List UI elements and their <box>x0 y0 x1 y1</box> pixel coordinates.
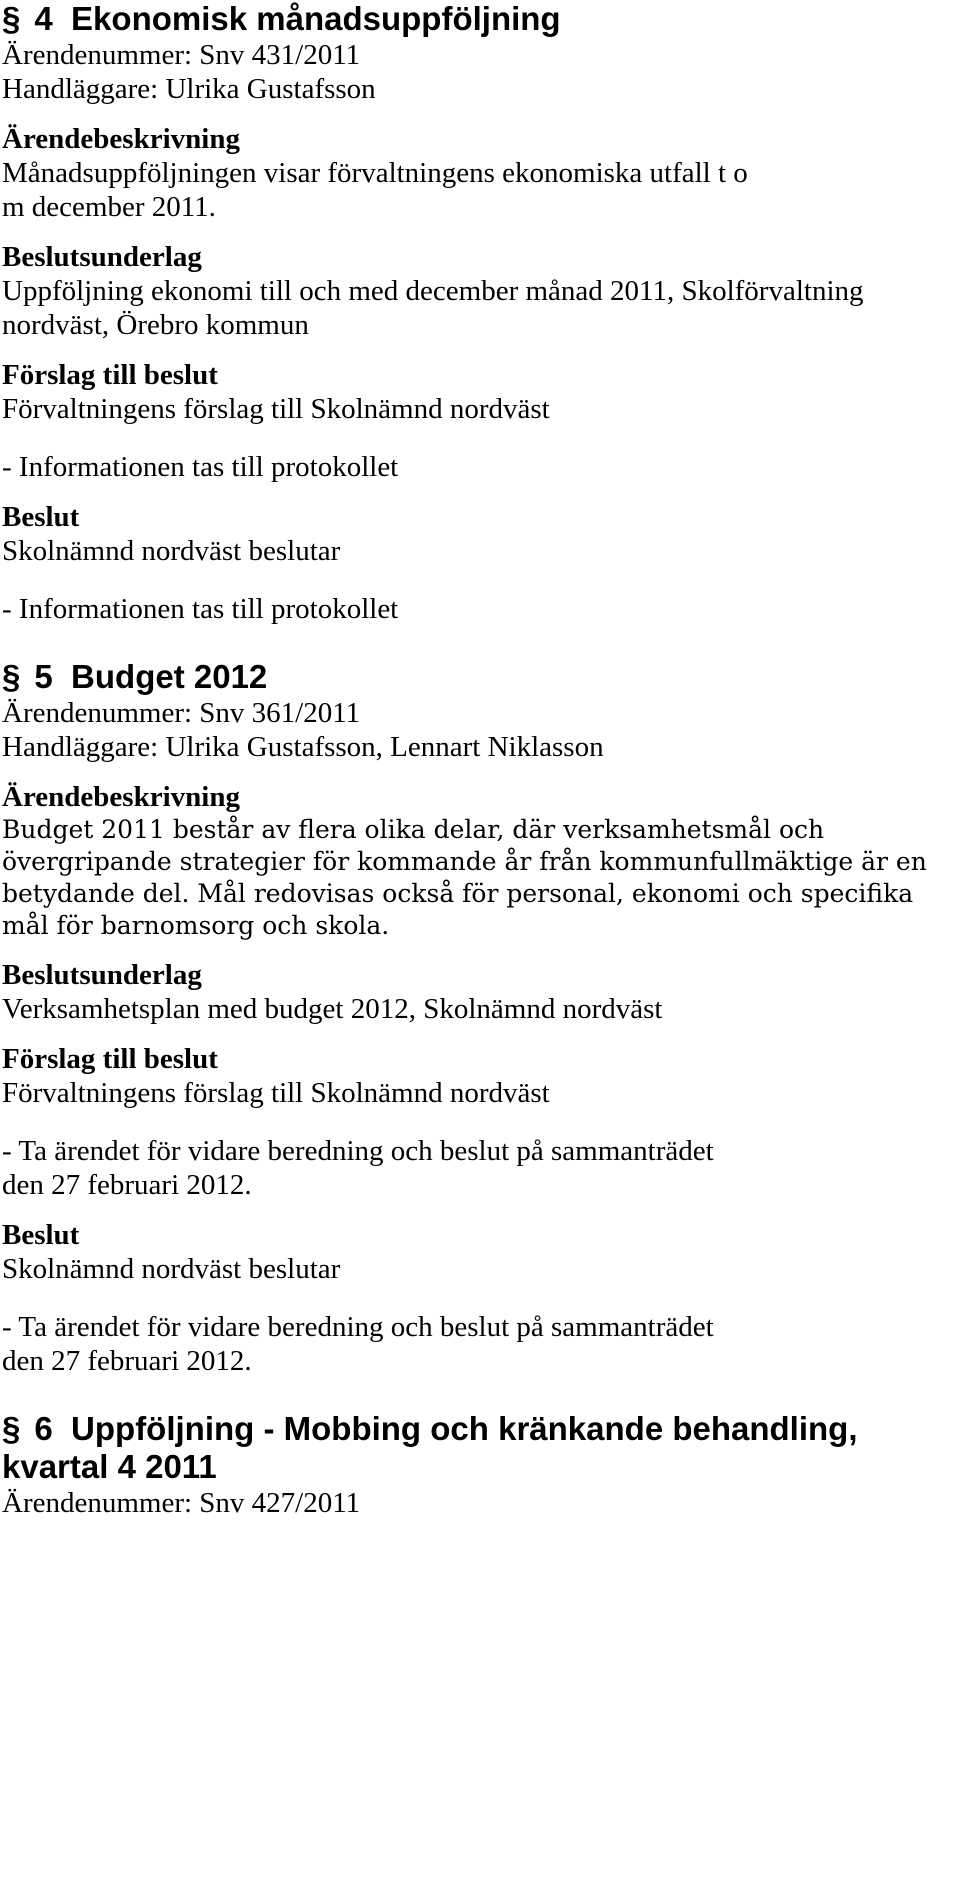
case-number: Ärendenummer: Snv 431/2011 <box>2 39 361 71</box>
section-5 <box>2 658 960 1378</box>
paragraph-symbol: § <box>2 658 21 695</box>
proposal-item: - Informationen tas till protokollet <box>2 451 399 483</box>
section-heading <box>2 0 960 38</box>
proposal-item-line-2: den 27 februari 2012. <box>2 1169 252 1201</box>
proposal-heading: Förslag till beslut <box>2 359 218 391</box>
section-title-text-line-2: kvartal 4 2011 <box>2 1448 217 1485</box>
section-heading <box>2 658 960 696</box>
proposal-item-line-1: - Ta ärendet för vidare beredning och beslut på sammanträdet <box>2 1135 714 1167</box>
decision-item-line-2: den 27 februari 2012. <box>2 1345 252 1377</box>
decision-intro: Skolnämnd nordväst beslutar <box>2 535 341 567</box>
proposal-intro: Förvaltningens förslag till Skolnämnd nordväst <box>2 393 550 425</box>
description-heading: Ärendebeskrivning <box>2 123 240 155</box>
proposal-intro: Förvaltningens förslag till Skolnämnd nordväst <box>2 1077 550 1109</box>
basis-heading: Beslutsunderlag <box>2 241 202 273</box>
description-text: Månadsuppföljningen visar förvaltningens ekonomiska utfall t o m december 2011. <box>2 157 748 223</box>
section-heading-continued <box>2 1448 960 1486</box>
handler: Handläggare: Ulrika Gustafsson <box>2 73 376 105</box>
decision-intro: Skolnämnd nordväst beslutar <box>2 1253 341 1285</box>
case-number: Ärendenummer: Snv 427/2011 <box>2 1487 361 1519</box>
paragraph-symbol: § <box>2 0 21 37</box>
decision-item: - Informationen tas till protokollet <box>2 593 399 625</box>
section-4 <box>2 0 960 626</box>
section-title-text-line-1: 6 Uppföljning - Mobbing och kränkande behandling, <box>34 1410 858 1447</box>
basis-text: Verksamhetsplan med budget 2012, Skolnämnd nordväst <box>2 993 663 1025</box>
handler: Handläggare: Ulrika Gustafsson, Lennart Niklasson <box>2 731 604 763</box>
basis-heading: Beslutsunderlag <box>2 959 202 991</box>
paragraph-symbol: § <box>2 1410 21 1447</box>
description-heading: Ärendebeskrivning <box>2 781 240 813</box>
section-title-text: 5 Budget 2012 <box>34 658 268 695</box>
decision-item-line-1: - Ta ärendet för vidare beredning och beslut på sammanträdet <box>2 1311 714 1343</box>
description-text: Budget 2011 består av flera olika delar, där verksamhetsmål och övergripande strategier för kommande år från kommunfullmäktige är en betydande del. Mål redovisas också för personal, ekonomi och specifika mål för barnomsorg och skola. <box>2 815 927 940</box>
section-6 <box>2 1410 960 1520</box>
proposal-heading: Förslag till beslut <box>2 1043 218 1075</box>
section-heading <box>2 1410 960 1448</box>
decision-heading: Beslut <box>2 501 80 533</box>
basis-text: Uppföljning ekonomi till och med december månad 2011, Skolförvaltning nordväst, Örebro kommun <box>2 275 864 341</box>
decision-heading: Beslut <box>2 1219 80 1251</box>
case-number: Ärendenummer: Snv 361/2011 <box>2 697 361 729</box>
section-title-text: 4 Ekonomisk månadsuppföljning <box>34 0 561 37</box>
